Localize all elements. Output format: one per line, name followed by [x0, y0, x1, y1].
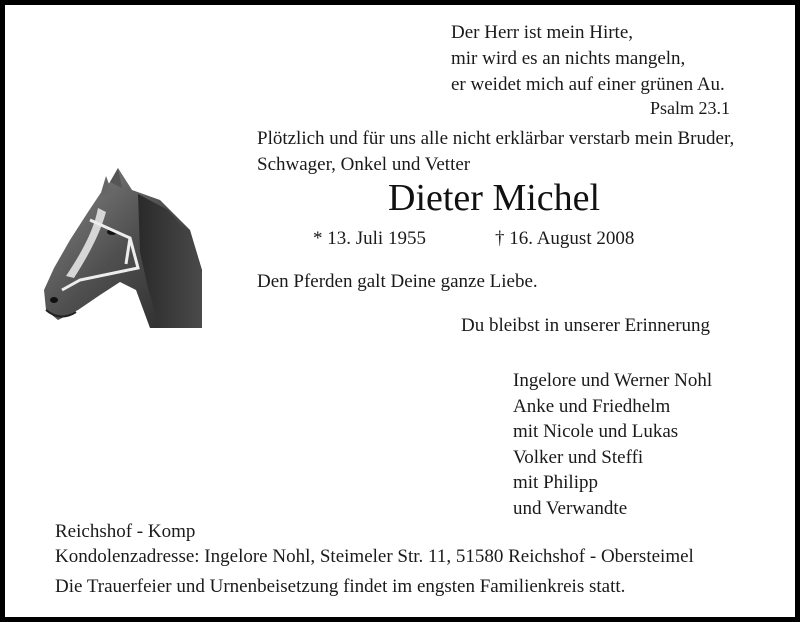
psalm-verse [451, 20, 725, 98]
ceremony-note: Die Trauerfeier und Urnenbeisetzung findet im engsten Familienkreis statt. [55, 576, 626, 597]
intro-text [257, 126, 734, 178]
psalm-line: Der Herr ist mein Hirte, [451, 22, 634, 43]
mourner-entry: Volker und Steffi [513, 446, 644, 468]
death-date: † 16. August 2008 [495, 228, 635, 249]
psalm-reference: Psalm 23.1 [650, 98, 731, 118]
psalm-line: mir wird es an nichts mangeln, [451, 48, 686, 69]
mourner-entry: mit Nicole und Lukas [513, 421, 679, 442]
mourner-entry: Ingelore und Werner Nohl [513, 370, 713, 391]
mourner-entry: Anke und Friedhelm [513, 395, 671, 417]
memory-line: Du bleibst in unserer Erinnerung [461, 315, 711, 336]
deceased-name: Dieter Michel [388, 177, 601, 219]
mourner-entry: mit Philipp [513, 472, 598, 493]
mourners-list [513, 368, 712, 521]
horse-head-icon [40, 160, 205, 330]
intro-line: Plötzlich und für uns alle nicht erklärbar verstarb mein Bruder, [257, 128, 735, 149]
birth-date: * 13. Juli 1955 [313, 228, 426, 249]
intro-line: Schwager, Onkel und Vetter [257, 154, 471, 175]
mourner-entry: und Verwandte [513, 497, 628, 519]
condolence-address: Kondolenzadresse: Ingelore Nohl, Steimeler Str. 11, 51580 Reichshof - Obersteimel [55, 546, 694, 567]
psalm-line: er weidet mich auf einer grünen Au. [451, 74, 725, 95]
place-line: Reichshof - Komp [55, 521, 196, 542]
tribute-quote: Den Pferden galt Deine ganze Liebe. [257, 271, 538, 292]
